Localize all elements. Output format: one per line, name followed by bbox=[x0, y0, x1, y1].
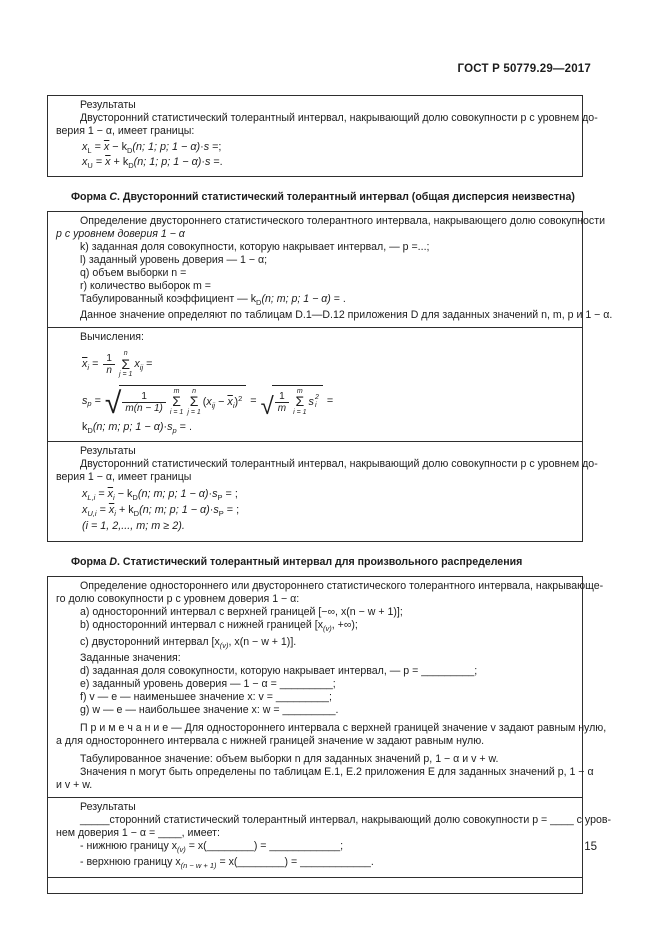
list-item: e) заданный уровень доверия — 1 − α = _________; bbox=[80, 677, 336, 690]
operator: = ; bbox=[223, 504, 240, 517]
results-title: Результаты bbox=[80, 445, 136, 458]
operator: = ; bbox=[222, 488, 238, 501]
arguments: (n; m; p; 1 − α) bbox=[137, 488, 209, 501]
text-token: = x(________) = ____________. bbox=[216, 855, 374, 868]
subscript: L bbox=[87, 145, 92, 155]
list-item: g) w — е — наибольшее значение x: w = _________. bbox=[80, 703, 339, 716]
sum-upper-limit: m bbox=[173, 387, 180, 395]
upper-bound-line bbox=[56, 856, 574, 872]
mean-symbol: $\overline{x}$ bbox=[227, 396, 233, 409]
operator: = bbox=[323, 394, 334, 407]
var: s bbox=[203, 141, 210, 153]
subscript: D bbox=[87, 425, 93, 435]
sum-symbol bbox=[187, 388, 200, 417]
heading-text: . Двусторонний статистический толерантный интервал (общая дисперсия неизвестна) bbox=[117, 191, 575, 203]
paragraph-line: p с уровнем доверия 1 − α bbox=[56, 228, 185, 240]
paragraph-line: го долю совокупности p с уровнем доверия 1 − α: bbox=[56, 593, 300, 606]
operator: =. bbox=[210, 156, 223, 168]
sum-upper-limit: n bbox=[192, 387, 196, 395]
formula-upper-limit bbox=[56, 504, 574, 516]
subscript: P bbox=[218, 508, 224, 518]
sigma-icon: Σ bbox=[189, 393, 199, 410]
text-token: (i = 1, 2,..., m; m ≥ 2). bbox=[82, 520, 185, 533]
var: k bbox=[82, 421, 88, 434]
arguments: (n; m; p; 1 − α) bbox=[261, 293, 331, 305]
list-item: q) объем выборки n = bbox=[80, 267, 187, 279]
subscript: D bbox=[132, 492, 138, 502]
paragraph-line: Определение одностороннего или двустороннего статистического толерантного интервала, накрывающе- bbox=[80, 580, 604, 593]
subscript: p bbox=[87, 399, 92, 409]
var: x bbox=[82, 488, 88, 501]
operator: − bbox=[215, 396, 228, 409]
var: x bbox=[134, 358, 140, 371]
list-item: k) заданная доля совокупности, которую накрывает интервал, — p =...; bbox=[80, 241, 430, 253]
note-line: П р и м е ч а н и е — Для одностороннего интервала с верхней границей значение v задают равным нулю, bbox=[80, 721, 607, 734]
numerator: 1 bbox=[279, 390, 285, 402]
paragraph-line: Значения n могут быть определены по таблицам E.1, E.2 приложения E для заданных значений p, 1 − α bbox=[80, 765, 594, 778]
sum-upper-limit: n bbox=[123, 350, 128, 358]
operator: = bbox=[91, 394, 104, 407]
superscript: 2 bbox=[238, 393, 243, 403]
mean-symbol: $\overline{x}$ bbox=[82, 358, 88, 371]
form-c-boxes bbox=[47, 211, 613, 542]
bracket: ( bbox=[202, 396, 207, 409]
var: s bbox=[212, 488, 218, 501]
var: s bbox=[82, 394, 88, 407]
sigma-icon: Σ bbox=[121, 355, 130, 372]
formula-upper-limit bbox=[56, 156, 574, 168]
text-token: = x(________) = ____________; bbox=[185, 839, 344, 852]
form-b-results-box bbox=[47, 95, 598, 177]
subscript: D bbox=[256, 298, 262, 308]
results-title: Результаты bbox=[80, 800, 136, 813]
note-line: а для одностороннего интервала с нижней границей значение w задают равным нулю. bbox=[56, 734, 485, 747]
paragraph-line: Данное значение определяют по таблицам D.1—D.12 приложения D для заданных значений n, m, p и 1 − α. bbox=[80, 309, 613, 322]
subscript: i bbox=[314, 402, 317, 410]
paragraph-line: Определение двустороннего статистического толерантного интервала, накрывающего долю совокупности bbox=[80, 215, 605, 227]
var: s bbox=[308, 396, 314, 409]
mean-symbol: $\overline{x}$ bbox=[107, 488, 114, 501]
fraction bbox=[103, 353, 115, 376]
bracket: ) bbox=[234, 396, 239, 409]
list-item: d) заданная доля совокупности, которую накрывает интервал, — p = _________; bbox=[80, 664, 478, 677]
mean-symbol: $\overline{x}$ bbox=[108, 504, 115, 517]
heading-text: Форма bbox=[71, 191, 110, 203]
page-number: 15 bbox=[584, 841, 597, 853]
operator: = bbox=[247, 394, 260, 407]
arguments: (n; m; p; 1 − α) bbox=[92, 421, 164, 434]
subscript: i bbox=[87, 362, 90, 372]
square-root bbox=[260, 385, 323, 421]
calculations-title: Вычисления: bbox=[80, 331, 144, 344]
var: s bbox=[204, 156, 211, 168]
heading-text: . Статистический толерантный интервал для произвольного распределения bbox=[117, 556, 523, 569]
operator: · bbox=[209, 504, 214, 517]
paragraph-line: верия 1 − α, имеет границы bbox=[56, 471, 192, 484]
results-title: Результаты bbox=[80, 99, 136, 111]
text-token: , +∞); bbox=[331, 619, 358, 632]
form-d-definition-box bbox=[47, 576, 607, 797]
operator: − k bbox=[114, 488, 133, 501]
form-letter: D bbox=[109, 556, 118, 569]
list-item: a) односторонний интервал с верхней границей [−∞, x(n − w + 1)]; bbox=[80, 606, 403, 619]
subscript: L,i bbox=[87, 492, 96, 502]
subscript: U bbox=[87, 160, 93, 170]
subscript: (v) bbox=[219, 640, 229, 650]
radical-icon: √ bbox=[104, 387, 122, 421]
subscript: (n − w + 1) bbox=[180, 860, 217, 870]
mean-symbol: $\overline{x}$ bbox=[105, 156, 111, 168]
text-token: b) односторонний интервал с нижней границей [x bbox=[80, 619, 323, 632]
form-letter: C bbox=[109, 191, 118, 203]
paragraph-line: нем доверия 1 − α = ____, имеет: bbox=[56, 826, 220, 839]
form-c-calculations-box bbox=[47, 327, 583, 442]
index-condition bbox=[56, 520, 574, 532]
subscript: (v) bbox=[323, 624, 332, 634]
subscript: ij bbox=[211, 400, 216, 410]
radicand bbox=[272, 385, 323, 417]
mean-symbol: $\overline{x}$ bbox=[103, 141, 110, 153]
list-item: l) заданный уровень доверия — 1 − α; bbox=[80, 254, 268, 266]
operator: · bbox=[201, 156, 205, 168]
sum-lower-limit: i = 1 bbox=[169, 408, 184, 416]
operator: · bbox=[208, 488, 213, 501]
sum-upper-limit: m bbox=[296, 387, 303, 395]
denominator: m(n − 1) bbox=[122, 402, 166, 414]
subscript: D bbox=[128, 160, 134, 170]
sum-symbol bbox=[119, 350, 132, 379]
operator: = bbox=[92, 156, 106, 168]
operator: = bbox=[91, 141, 104, 153]
fraction bbox=[275, 391, 289, 414]
var: x bbox=[82, 504, 88, 517]
text-token: - нижнюю границу x bbox=[80, 839, 178, 852]
arguments: (n; m; p; 1 − α) bbox=[139, 504, 210, 517]
formula-sample-mean bbox=[56, 350, 574, 379]
square-root bbox=[104, 385, 246, 421]
sum-symbol bbox=[170, 388, 183, 417]
sigma-icon: Σ bbox=[172, 393, 181, 410]
operator: · bbox=[200, 141, 204, 153]
operator: = bbox=[95, 488, 108, 501]
sum-lower-limit: j = 1 bbox=[187, 408, 201, 416]
paragraph-line: верия 1 − α, имеет границы: bbox=[56, 125, 195, 137]
subscript: D bbox=[133, 508, 140, 518]
radical-icon: √ bbox=[260, 393, 274, 421]
subscript: U,i bbox=[87, 508, 97, 518]
formula-lower-limit bbox=[56, 141, 574, 153]
formula-kd-product bbox=[56, 421, 574, 433]
list-item bbox=[56, 636, 574, 652]
text-token: , x(n − w + 1)]. bbox=[228, 635, 297, 648]
note-paragraph bbox=[56, 721, 607, 748]
arguments: (n; 1; p; 1 − α) bbox=[132, 141, 201, 153]
var: s bbox=[213, 504, 219, 517]
operator: = . bbox=[176, 421, 192, 434]
numerator: 1 bbox=[106, 352, 112, 364]
subscript: ij bbox=[139, 362, 144, 372]
sum-lower-limit: j = 1 bbox=[118, 371, 133, 379]
arguments: (n; 1; p; 1 − α) bbox=[133, 156, 202, 168]
operator: − k bbox=[109, 141, 127, 153]
operator: · bbox=[163, 421, 168, 434]
paragraph-line: и v + w. bbox=[56, 778, 93, 791]
fraction bbox=[122, 391, 166, 414]
var: x bbox=[206, 396, 212, 409]
operator: =; bbox=[209, 141, 222, 153]
paragraph-line: Двусторонний статистический толерантный интервал, накрывающий долю совокупности p с уровнем до- bbox=[80, 112, 598, 124]
subscript: p bbox=[172, 425, 177, 435]
var: x bbox=[82, 156, 88, 168]
numerator: 1 bbox=[141, 390, 147, 402]
paragraph-line: Табулированное значение: объем выборки n для заданных значений p, 1 − α и v + w. bbox=[80, 752, 499, 765]
text-token: Табулированный коэффициент — k bbox=[80, 293, 257, 305]
text-token: - верхнюю границу x bbox=[80, 855, 181, 868]
subscript: D bbox=[127, 145, 133, 155]
list-item bbox=[56, 619, 574, 635]
tabulated-value-paragraph bbox=[56, 752, 594, 792]
var: s bbox=[167, 421, 173, 434]
operator: + k bbox=[115, 504, 134, 517]
subscript: i bbox=[113, 492, 115, 502]
lower-bound-line bbox=[56, 840, 574, 856]
superscript: 2 bbox=[314, 394, 319, 402]
formula-pooled-sd bbox=[56, 385, 574, 421]
form-c-heading bbox=[71, 191, 583, 203]
empty-box bbox=[47, 877, 583, 894]
subscript: i bbox=[232, 400, 235, 410]
given-values-title: Заданные значения: bbox=[80, 651, 181, 664]
paragraph-line: _____сторонний статистический толерантный интервал, накрывающий долю совокупности p = ____ с уров- bbox=[80, 813, 612, 826]
formula-lower-limit bbox=[56, 488, 574, 500]
denominator: n bbox=[103, 364, 115, 376]
heading-text: Форма bbox=[71, 556, 110, 569]
operator: + k bbox=[110, 156, 129, 168]
coefficient-line bbox=[56, 293, 574, 309]
var: x bbox=[82, 141, 88, 153]
form-d-heading bbox=[71, 556, 583, 568]
paragraph-line: Двусторонний статистический толерантный интервал, накрывающий долю совокупности p с уровнем до- bbox=[80, 458, 598, 471]
text-token: c) двусторонний интервал [x bbox=[80, 635, 220, 648]
operator: = bbox=[89, 358, 102, 371]
sub-sup-stack bbox=[315, 394, 319, 409]
document-code: ГОСТ Р 50779.29—2017 bbox=[457, 63, 591, 75]
subscript: P bbox=[217, 492, 223, 502]
operator: = bbox=[96, 504, 109, 517]
list-item: f) v — е — наименьшее значение x: v = _________; bbox=[80, 690, 332, 703]
operator: = bbox=[143, 358, 153, 371]
text-token: = . bbox=[330, 293, 346, 305]
form-c-definition-box bbox=[47, 211, 613, 328]
form-c-results-box bbox=[47, 441, 598, 542]
subscript: (v) bbox=[177, 844, 186, 854]
denominator: m bbox=[275, 402, 289, 414]
sum-lower-limit: i = 1 bbox=[293, 408, 307, 416]
radicand bbox=[119, 385, 246, 417]
sigma-icon: Σ bbox=[295, 393, 305, 410]
list-item: r) количество выборок m = bbox=[80, 280, 211, 292]
subscript: i bbox=[114, 508, 116, 518]
sum-symbol bbox=[293, 388, 306, 417]
